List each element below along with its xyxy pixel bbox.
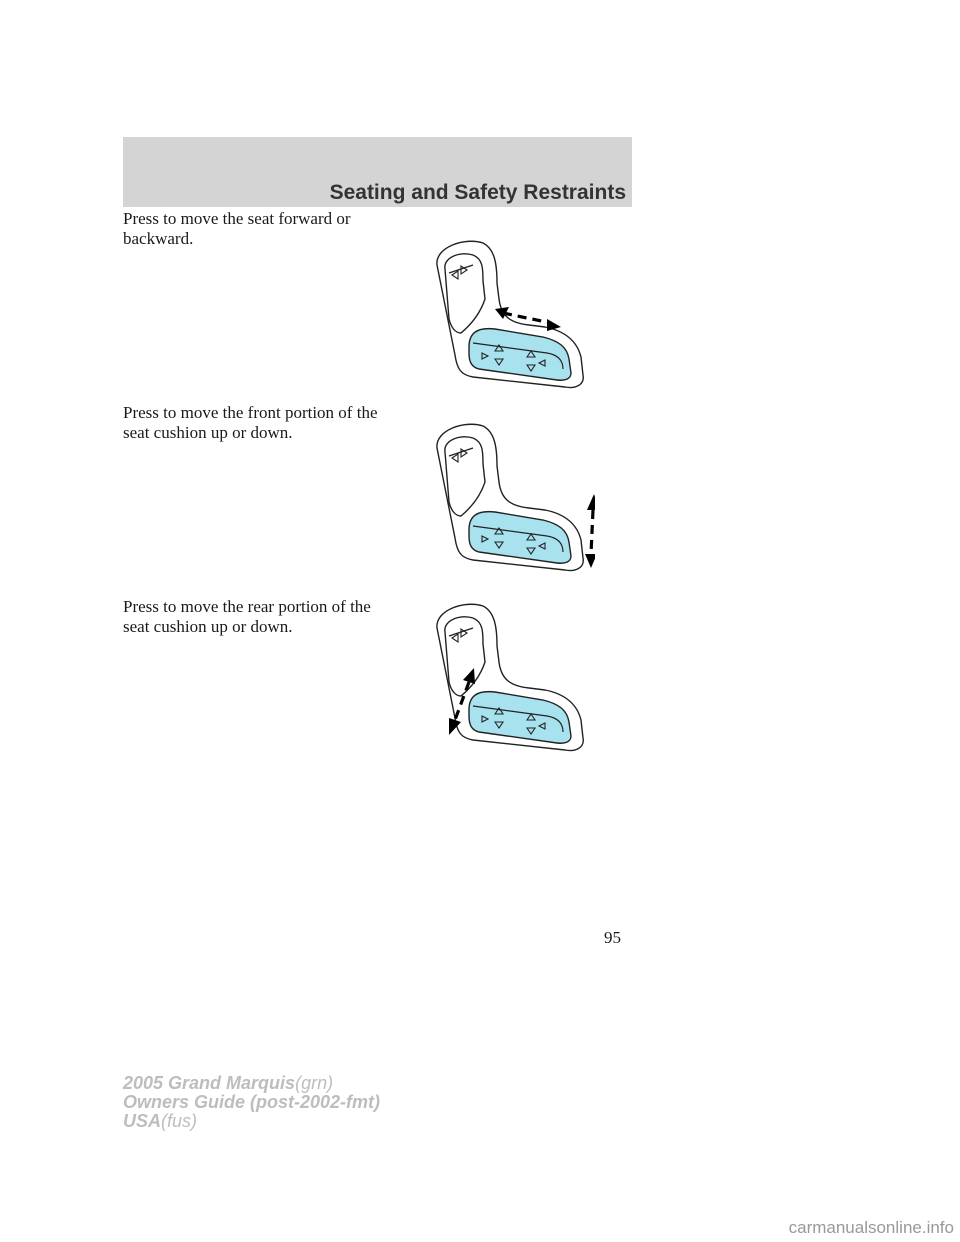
footer-model: 2005 Grand Marquis <box>123 1073 296 1093</box>
footer-guide: Owners Guide (post-2002-fmt) <box>123 1092 381 1112</box>
footer-region: USA <box>123 1111 162 1131</box>
instruction-forward-backward: Press to move the seat forward or backward. <box>123 209 351 248</box>
instruction-rear-cushion: Press to move the rear portion of the seat cushion up or down. <box>123 597 371 636</box>
up-down-arrow <box>591 510 593 554</box>
section-title: Seating and Safety Restraints <box>329 181 626 204</box>
seat-front-cushion-icon <box>425 418 595 593</box>
seat-forward-backward-icon <box>425 235 595 410</box>
footer-model-code: (grn) <box>295 1073 334 1093</box>
forward-backward-arrow <box>503 313 551 323</box>
seatback-switch <box>445 254 485 333</box>
page-number: 95 <box>604 928 621 947</box>
seatback-switch <box>445 437 485 516</box>
watermark: carmanualsonline.info <box>788 1218 954 1237</box>
seatback-switch <box>445 617 485 696</box>
instruction-front-cushion: Press to move the front portion of the seat cushion up or down. <box>123 403 378 442</box>
seat-rear-cushion-icon <box>425 598 595 773</box>
footer-region-code: (fus) <box>161 1111 198 1131</box>
document-footer <box>123 1074 380 1131</box>
diagonal-up-down-arrow <box>455 682 469 720</box>
header-band <box>123 137 632 207</box>
